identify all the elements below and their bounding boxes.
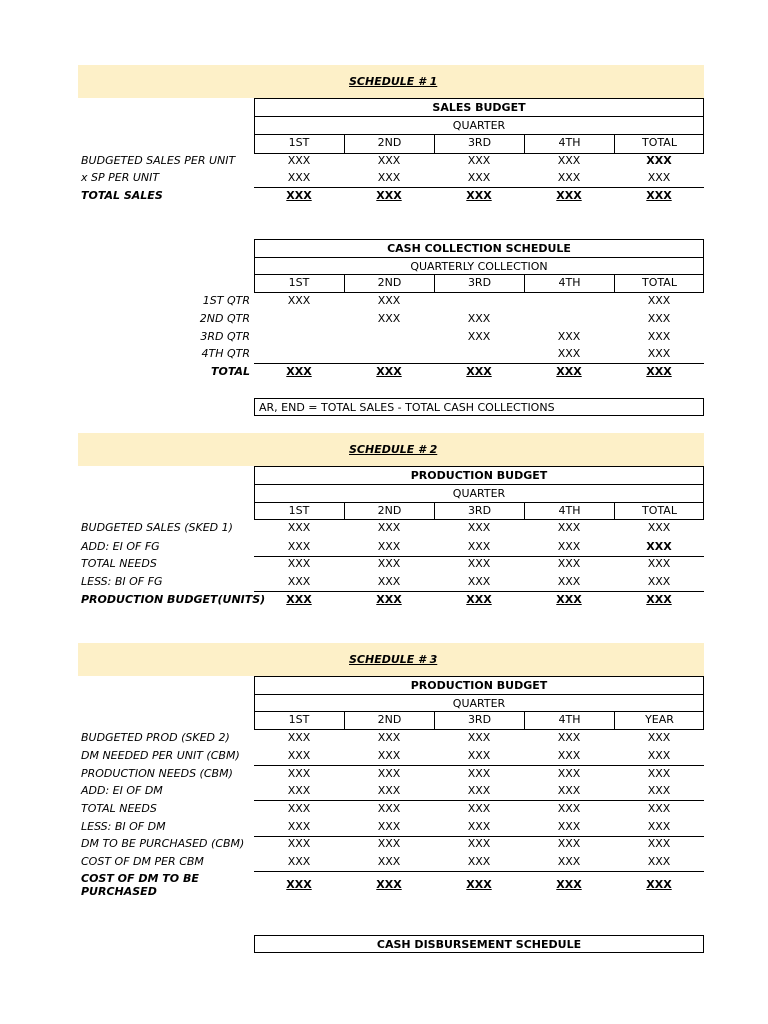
row-label: BUDGETED PROD (SKED 2) — [81, 731, 230, 744]
table-cell: XXX — [377, 557, 401, 570]
table-cell: XXX — [557, 731, 581, 744]
table-cell: XXX — [467, 855, 491, 868]
column-header: 2ND — [344, 711, 434, 730]
column-header: 1ST — [288, 136, 310, 149]
table-cell: XXX — [286, 365, 312, 378]
table-cell: XXX — [647, 171, 671, 184]
table-cell: XXX — [466, 189, 492, 202]
table-cell: XXX — [467, 575, 491, 588]
table-cell: XXX — [466, 365, 492, 378]
table-cell: XXX — [287, 784, 311, 797]
row-label: PRODUCTION NEEDS (CBM) — [81, 767, 233, 780]
row-label: TOTAL SALES — [81, 189, 163, 202]
table-cell: XXX — [287, 837, 311, 850]
production-budget-subtitle: QUARTER — [452, 487, 506, 500]
table-cell: XXX — [467, 767, 491, 780]
row-label: BUDGETED SALES (SKED 1) — [81, 521, 233, 534]
table-cell: XXX — [647, 557, 671, 570]
row-label: TOTAL NEEDS — [81, 557, 157, 570]
table-cell: XXX — [467, 540, 491, 553]
schedule-2-title: SCHEDULE # 2 — [349, 443, 438, 456]
table-cell: XXX — [556, 365, 582, 378]
table-cell: XXX — [466, 593, 492, 606]
row-label: LESS: BI OF DM — [81, 820, 166, 833]
table-cell: XXX — [557, 802, 581, 815]
row-label: DM TO BE PURCHASED (CBM) — [81, 837, 245, 850]
table-cell: XXX — [287, 171, 311, 184]
table-cell: XXX — [467, 154, 491, 167]
table-cell: XXX — [287, 731, 311, 744]
table-cell: XXX — [287, 521, 311, 534]
table-cell: XXX — [287, 154, 311, 167]
table-cell: XXX — [377, 749, 401, 762]
table-cell: XXX — [647, 802, 671, 815]
table-cell: XXX — [287, 767, 311, 780]
table-cell: XXX — [557, 171, 581, 184]
table-cell: XXX — [377, 837, 401, 850]
table-cell: XXX — [287, 820, 311, 833]
column-header: TOTAL — [614, 502, 704, 520]
table-cell: XXX — [557, 557, 581, 570]
table-cell: XXX — [557, 330, 581, 343]
cash-disbursement-header — [254, 935, 704, 953]
table-cell: XXX — [557, 767, 581, 780]
table-cell: XXX — [467, 784, 491, 797]
column-header: TOTAL — [614, 134, 704, 154]
table-cell: XXX — [647, 347, 671, 360]
table-cell: XXX — [377, 575, 401, 588]
table-cell: XXX — [467, 330, 491, 343]
table-cell: XXX — [287, 855, 311, 868]
table-cell: XXX — [646, 154, 672, 167]
table-cell: XXX — [376, 878, 402, 891]
table-cell: XXX — [556, 878, 582, 891]
column-header: 3RD — [434, 134, 524, 154]
column-header: 4TH — [524, 711, 614, 730]
table-cell: XXX — [377, 521, 401, 534]
sales-budget-subtitle: QUARTER — [452, 119, 506, 132]
table-cell: XXX — [377, 294, 401, 307]
table-cell: XXX — [467, 820, 491, 833]
column-header: YEAR — [614, 711, 704, 730]
table-cell: XXX — [647, 330, 671, 343]
cash-collection-title: CASH COLLECTION SCHEDULE — [387, 242, 571, 255]
column-header: 4TH — [524, 134, 614, 154]
row-label: DM NEEDED PER UNIT (CBM) — [81, 749, 240, 762]
row-label: TOTAL NEEDS — [81, 802, 157, 815]
column-header: 4TH — [524, 502, 614, 520]
ar-end-note-text: AR, END = TOTAL SALES - TOTAL CASH COLLECTIONS — [259, 401, 555, 414]
table-cell: XXX — [286, 189, 312, 202]
table-cell: XXX — [557, 154, 581, 167]
row-label: COST OF DM TO BE PURCHASED — [81, 872, 199, 898]
table-cell: XXX — [377, 540, 401, 553]
column-header: 3RD — [434, 502, 524, 520]
cash-disbursement-title: CASH DISBURSEMENT SCHEDULE — [376, 938, 582, 951]
row-label: ADD: EI OF FG — [81, 540, 160, 553]
row-label: 4TH QTR — [201, 347, 250, 360]
table-cell: XXX — [376, 365, 402, 378]
production-budget-title: PRODUCTION BUDGET — [410, 469, 548, 482]
table-cell: XXX — [647, 784, 671, 797]
table-cell: XXX — [557, 820, 581, 833]
table-cell: XXX — [287, 749, 311, 762]
table-cell: XXX — [467, 837, 491, 850]
column-header: 2ND — [344, 502, 434, 520]
table-cell: XXX — [647, 855, 671, 868]
table-cell: XXX — [287, 575, 311, 588]
table-cell: XXX — [647, 731, 671, 744]
table-cell: XXX — [466, 878, 492, 891]
table-cell: XXX — [286, 593, 312, 606]
table-cell: XXX — [646, 540, 672, 553]
table-cell: XXX — [286, 878, 312, 891]
column-header: 3RD — [434, 711, 524, 730]
row-label: 3RD QTR — [200, 330, 250, 343]
table-cell: XXX — [646, 365, 672, 378]
table-cell: XXX — [647, 575, 671, 588]
table-cell: XXX — [557, 837, 581, 850]
table-cell: XXX — [377, 855, 401, 868]
dm-budget-subtitle: QUARTER — [452, 697, 506, 710]
table-cell: XXX — [646, 189, 672, 202]
table-cell: XXX — [557, 540, 581, 553]
table-cell: XXX — [467, 557, 491, 570]
column-header: 1ST — [288, 504, 310, 517]
table-cell: XXX — [287, 557, 311, 570]
table-cell: XXX — [557, 347, 581, 360]
table-cell: XXX — [376, 593, 402, 606]
table-cell: XXX — [646, 878, 672, 891]
table-cell: XXX — [467, 312, 491, 325]
table-cell: XXX — [556, 593, 582, 606]
row-label: 2ND QTR — [199, 312, 250, 325]
table-cell: XXX — [377, 802, 401, 815]
schedule-3-title: SCHEDULE # 3 — [349, 653, 438, 666]
row-label: TOTAL — [210, 365, 250, 378]
table-cell: XXX — [647, 521, 671, 534]
table-cell: XXX — [557, 749, 581, 762]
table-cell: XXX — [646, 593, 672, 606]
sales-budget-title: SALES BUDGET — [432, 101, 526, 114]
column-header: 2ND — [344, 134, 434, 154]
table-cell: XXX — [467, 521, 491, 534]
table-cell: XXX — [557, 784, 581, 797]
cash-collection-subtitle: QUARTERLY COLLECTION — [410, 260, 548, 273]
column-header: 2ND — [344, 274, 434, 293]
ar-end-note — [254, 398, 704, 416]
dm-budget-title: PRODUCTION BUDGET — [410, 679, 548, 692]
table-cell: XXX — [377, 154, 401, 167]
row-label: x SP PER UNIT — [81, 171, 160, 184]
table-cell: XXX — [287, 540, 311, 553]
table-cell: XXX — [467, 731, 491, 744]
table-cell: XXX — [647, 294, 671, 307]
table-cell: XXX — [377, 820, 401, 833]
table-cell: XXX — [377, 767, 401, 780]
row-label: BUDGETED SALES PER UNIT — [81, 154, 236, 167]
table-cell: XXX — [287, 802, 311, 815]
schedule-1-title: SCHEDULE # 1 — [349, 75, 438, 88]
table-cell: XXX — [557, 521, 581, 534]
table-cell: XXX — [377, 784, 401, 797]
column-header: TOTAL — [614, 274, 704, 293]
table-cell: XXX — [647, 837, 671, 850]
row-label: PRODUCTION BUDGET(UNITS) — [81, 593, 266, 606]
table-cell: XXX — [557, 855, 581, 868]
table-cell: XXX — [467, 749, 491, 762]
table-cell: XXX — [647, 312, 671, 325]
row-label: ADD: EI OF DM — [81, 784, 163, 797]
table-cell: XXX — [557, 575, 581, 588]
table-cell: XXX — [467, 802, 491, 815]
table-cell: XXX — [376, 189, 402, 202]
row-label: 1ST QTR — [202, 294, 250, 307]
table-cell: XXX — [647, 749, 671, 762]
table-cell: XXX — [377, 171, 401, 184]
table-cell: XXX — [377, 312, 401, 325]
column-header: 4TH — [524, 274, 614, 293]
table-cell: XXX — [647, 767, 671, 780]
table-cell: XXX — [377, 731, 401, 744]
table-cell: XXX — [556, 189, 582, 202]
table-cell: XXX — [647, 820, 671, 833]
column-header: 1ST — [288, 713, 310, 726]
column-header: 1ST — [288, 276, 310, 289]
table-cell: XXX — [467, 171, 491, 184]
row-label: LESS: BI OF FG — [81, 575, 163, 588]
column-header: 3RD — [434, 274, 524, 293]
table-cell: XXX — [287, 294, 311, 307]
row-label: COST OF DM PER CBM — [81, 855, 204, 868]
